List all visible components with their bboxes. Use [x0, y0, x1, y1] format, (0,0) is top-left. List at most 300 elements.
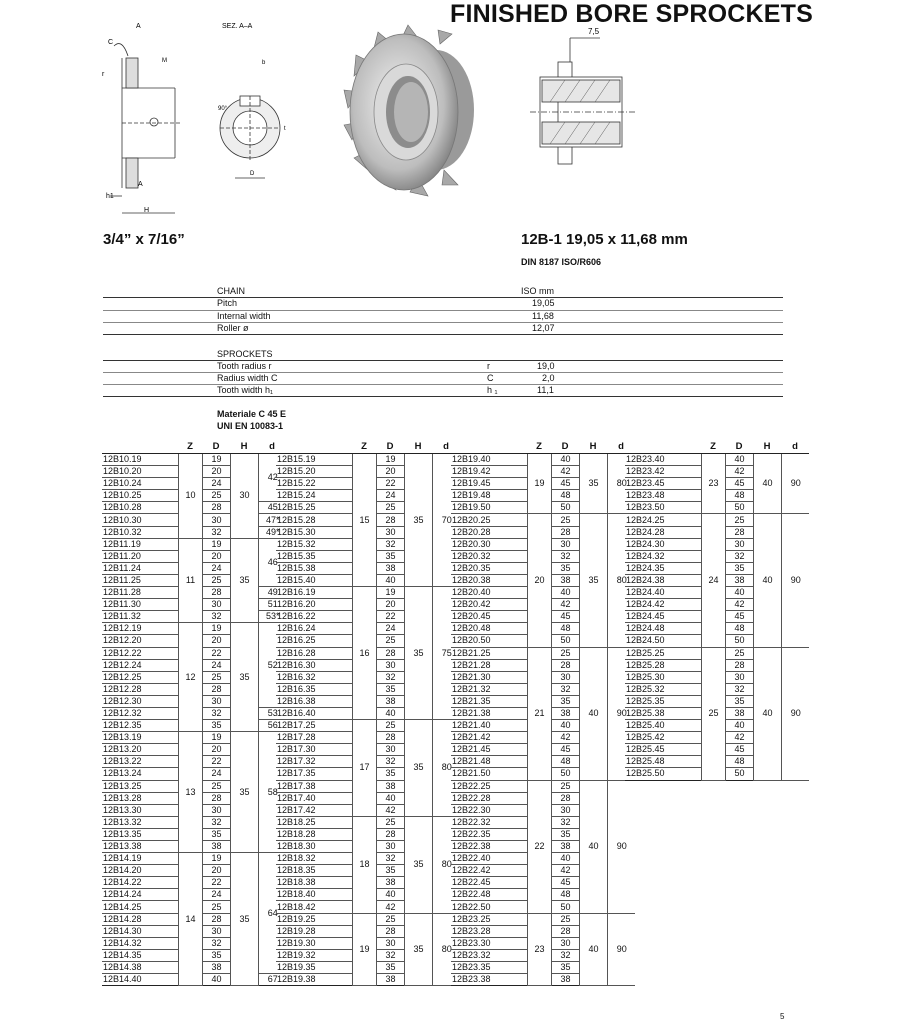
standard: DIN 8187 ISO/R606: [521, 257, 602, 267]
bore-diameter: 38: [551, 707, 579, 719]
part-code: 12B25.28: [625, 659, 701, 671]
bore-diameter: 48: [551, 756, 579, 768]
bore-diameter: 28: [202, 683, 230, 695]
hub-diameter: 56: [258, 720, 286, 732]
bore-diameter: 20: [202, 635, 230, 647]
bore-diameter: 30: [551, 671, 579, 683]
part-code: 12B25.35: [625, 695, 701, 707]
teeth-count: 18: [352, 816, 376, 913]
bore-diameter: 28: [376, 514, 404, 526]
hub-length: 35: [404, 816, 432, 913]
part-code: 12B19.50: [451, 502, 527, 514]
teeth-count: 12: [178, 623, 202, 732]
part-code: 12B10.28: [102, 502, 178, 514]
part-code: 12B19.25: [276, 913, 352, 925]
material-line: Materiale C 45 E: [217, 409, 287, 419]
part-code: 12B15.25: [276, 502, 352, 514]
part-code: 12B24.42: [625, 599, 701, 611]
page-number: 5: [780, 1012, 785, 1021]
part-code: 12B22.50: [451, 901, 527, 913]
teeth-count: 14: [178, 853, 202, 986]
divider: [103, 297, 783, 298]
part-code: 12B17.28: [276, 732, 352, 744]
bore-diameter: 28: [376, 647, 404, 659]
bore-diameter: 22: [376, 478, 404, 490]
part-code: 12B11.32: [102, 611, 178, 623]
bore-diameter: 24: [202, 659, 230, 671]
part-code: 12B18.25: [276, 816, 352, 828]
column-header: H: [230, 440, 258, 454]
bore-diameter: 25: [202, 901, 230, 913]
sprockets-heading: SPROCKETS: [217, 349, 273, 359]
bore-diameter: 22: [202, 647, 230, 659]
part-code: 12B14.25: [102, 901, 178, 913]
part-code: 12B10.19: [102, 454, 178, 466]
hub-length: 35: [404, 720, 432, 817]
bore-diameter: 25: [725, 647, 753, 659]
part-code: 12B13.25: [102, 780, 178, 792]
hub-diameter: 42: [258, 454, 286, 502]
bore-diameter: 40: [725, 720, 753, 732]
bore-diameter: 25: [551, 514, 579, 526]
bore-diameter: 25: [202, 574, 230, 586]
part-code: 12B23.38: [451, 974, 527, 986]
bore-diameter: 25: [551, 913, 579, 925]
hub-length: 35: [230, 853, 258, 986]
column-header: H: [753, 440, 781, 454]
hub-diameter: 47*: [258, 514, 286, 526]
bore-diameter: 28: [202, 587, 230, 599]
sprocket-row-label: Tooth width h₁: [217, 385, 274, 395]
bore-diameter: 35: [376, 683, 404, 695]
hub-diameter: 90: [781, 454, 809, 514]
bore-diameter: 25: [376, 913, 404, 925]
teeth-count: 10: [178, 454, 202, 539]
part-code: 12B19.40: [451, 454, 527, 466]
part-code: 12B24.25: [625, 514, 701, 526]
bore-diameter: 25: [376, 816, 404, 828]
part-code: 12B22.35: [451, 828, 527, 840]
column-header: Z: [178, 440, 202, 454]
bore-diameter: 19: [376, 587, 404, 599]
part-code: 12B16.35: [276, 683, 352, 695]
part-code: 12B11.25: [102, 574, 178, 586]
part-code: 12B23.45: [625, 478, 701, 490]
bore-diameter: 45: [725, 478, 753, 490]
part-code: 12B25.48: [625, 756, 701, 768]
part-code: 12B17.42: [276, 804, 352, 816]
bore-diameter: 32: [376, 949, 404, 961]
bore-diameter: 42: [725, 732, 753, 744]
bore-diameter: 22: [202, 877, 230, 889]
table-row: [102, 623, 286, 635]
part-code: 12B22.48: [451, 889, 527, 901]
part-code: 12B13.28: [102, 792, 178, 804]
bore-diameter: 22: [202, 756, 230, 768]
section-label: SEZ. A–A: [222, 23, 253, 30]
hub-diameter: 80: [607, 514, 635, 647]
size-inch: 3/4” x 7/16”: [103, 231, 185, 248]
part-code: 12B13.30: [102, 804, 178, 816]
part-code: 12B20.42: [451, 599, 527, 611]
part-code: 12B13.22: [102, 756, 178, 768]
bore-diameter: 35: [376, 768, 404, 780]
part-code: 12B25.38: [625, 707, 701, 719]
part-code: 12B19.32: [276, 949, 352, 961]
part-code: 12B19.45: [451, 478, 527, 490]
bore-diameter: 30: [202, 514, 230, 526]
part-code: 12B22.40: [451, 853, 527, 865]
bore-diameter: 40: [376, 889, 404, 901]
teeth-count: 17: [352, 720, 376, 817]
hub-diameter: 58: [258, 732, 286, 853]
hub-length: 40: [579, 647, 607, 780]
hub-diameter: 80: [432, 816, 460, 913]
bore-diameter: 45: [725, 744, 753, 756]
bore-diameter: 22: [376, 611, 404, 623]
part-code: 12B25.25: [625, 647, 701, 659]
part-code: 12B19.35: [276, 961, 352, 973]
hub-diameter: 90: [781, 647, 809, 780]
part-code: 12B20.40: [451, 587, 527, 599]
hub-diameter: 45: [258, 502, 286, 514]
label-m: M: [162, 58, 167, 64]
column-header: D: [376, 440, 404, 454]
hub-length: 40: [753, 647, 781, 780]
bore-diameter: 35: [551, 562, 579, 574]
teeth-count: 16: [352, 587, 376, 720]
table-row: [276, 587, 460, 599]
hub-diameter: 51: [258, 599, 286, 611]
part-code: 12B10.24: [102, 478, 178, 490]
bore-diameter: 50: [725, 502, 753, 514]
column-header: d: [258, 440, 286, 454]
teeth-count: 13: [178, 732, 202, 853]
bore-diameter: 32: [725, 550, 753, 562]
part-code: 12B16.25: [276, 635, 352, 647]
part-code: 12B21.50: [451, 768, 527, 780]
bore-diameter: 32: [725, 683, 753, 695]
bore-diameter: 24: [202, 889, 230, 901]
part-code: 12B20.38: [451, 574, 527, 586]
bore-diameter: 25: [376, 502, 404, 514]
bore-diameter: 30: [376, 841, 404, 853]
part-code: 12B25.45: [625, 744, 701, 756]
part-code: 12B16.40: [276, 707, 352, 719]
bore-diameter: 50: [551, 502, 579, 514]
hub-diameter: 80: [432, 913, 460, 986]
bore-diameter: 50: [551, 635, 579, 647]
bore-diameter: 19: [202, 732, 230, 744]
bore-diameter: 42: [551, 865, 579, 877]
bore-diameter: 35: [725, 562, 753, 574]
hub-length: 35: [230, 732, 258, 853]
bore-diameter: 30: [376, 744, 404, 756]
bore-diameter: 28: [551, 659, 579, 671]
bore-diameter: 32: [376, 671, 404, 683]
bore-diameter: 30: [376, 937, 404, 949]
bore-diameter: 25: [202, 490, 230, 502]
page-title: FINISHED BORE SPROCKETS: [450, 0, 813, 28]
bore-diameter: 28: [376, 925, 404, 937]
bore-diameter: 19: [202, 454, 230, 466]
teeth-count: 25: [701, 647, 725, 780]
part-code: 12B12.24: [102, 659, 178, 671]
bore-diameter: 50: [725, 768, 753, 780]
hub-diameter: 49: [258, 587, 286, 599]
sprocket-row-value: 2,0: [542, 373, 555, 383]
bore-diameter: 38: [551, 974, 579, 986]
hub-diameter: 46: [258, 538, 286, 586]
column-header: D: [551, 440, 579, 454]
part-code: 12B14.30: [102, 925, 178, 937]
sprocket-table: [102, 440, 286, 986]
part-code: 12B15.24: [276, 490, 352, 502]
hub-length: 40: [753, 454, 781, 514]
bore-diameter: 42: [551, 466, 579, 478]
bore-diameter: 42: [725, 599, 753, 611]
table-row: [276, 720, 460, 732]
hub-length: 35: [230, 538, 258, 623]
part-code: 12B22.45: [451, 877, 527, 889]
bore-diameter: 30: [202, 599, 230, 611]
part-code: 12B25.42: [625, 732, 701, 744]
sprocket-photo: [338, 20, 488, 205]
bore-diameter: 28: [551, 526, 579, 538]
bore-diameter: 32: [551, 949, 579, 961]
part-code: 12B12.20: [102, 635, 178, 647]
part-code: 12B25.32: [625, 683, 701, 695]
part-code: 12B22.30: [451, 804, 527, 816]
bore-diameter: 35: [551, 961, 579, 973]
part-code: 12B24.50: [625, 635, 701, 647]
part-code: 12B12.35: [102, 720, 178, 732]
table-row: [451, 913, 635, 925]
part-code: 12B14.35: [102, 949, 178, 961]
part-code: 12B22.25: [451, 780, 527, 792]
part-code: 12B21.35: [451, 695, 527, 707]
bore-diameter: 28: [725, 526, 753, 538]
bore-diameter: 28: [376, 828, 404, 840]
part-code: 12B13.38: [102, 841, 178, 853]
bore-diameter: 40: [376, 574, 404, 586]
bore-diameter: 35: [376, 550, 404, 562]
chain-row-label: Pitch: [217, 298, 238, 308]
part-code: 12B13.32: [102, 816, 178, 828]
part-code: 12B16.24: [276, 623, 352, 635]
bore-diameter: 38: [376, 877, 404, 889]
bore-diameter: 32: [202, 816, 230, 828]
sprocket-row-value: 19,0: [537, 361, 555, 371]
bore-diameter: 48: [551, 490, 579, 502]
part-code: 12B18.30: [276, 841, 352, 853]
teeth-count: 21: [527, 647, 551, 780]
label-r: r: [102, 71, 105, 78]
part-code: 12B10.32: [102, 526, 178, 538]
bore-diameter: 48: [725, 756, 753, 768]
part-code: 12B16.38: [276, 695, 352, 707]
bore-diameter: 24: [202, 768, 230, 780]
part-code: 12B13.19: [102, 732, 178, 744]
part-code: 12B23.48: [625, 490, 701, 502]
chain-row-label: Roller ø: [217, 323, 249, 333]
part-code: 12B22.32: [451, 816, 527, 828]
label-a-bottom: A: [138, 181, 143, 188]
part-code: 12B23.40: [625, 454, 701, 466]
part-code: 12B10.20: [102, 466, 178, 478]
teeth-count: 23: [701, 454, 725, 514]
part-code: 12B12.30: [102, 695, 178, 707]
bore-diameter: 38: [202, 841, 230, 853]
bore-diameter: 50: [551, 901, 579, 913]
bore-diameter: 38: [376, 562, 404, 574]
part-code: 12B20.50: [451, 635, 527, 647]
hub-length: 35: [404, 587, 432, 720]
column-header: Z: [527, 440, 551, 454]
divider: [103, 384, 783, 385]
teeth-count: 15: [352, 454, 376, 587]
bore-diameter: 20: [376, 599, 404, 611]
part-code: 12B15.40: [276, 574, 352, 586]
part-code: 12B18.40: [276, 889, 352, 901]
bore-diameter: 50: [551, 768, 579, 780]
part-code: 12B20.45: [451, 611, 527, 623]
bore-diameter: 30: [376, 526, 404, 538]
teeth-count: 11: [178, 538, 202, 623]
hub-length: 35: [404, 913, 432, 986]
sprocket-table: [451, 440, 635, 986]
part-code: 12B15.22: [276, 478, 352, 490]
bore-diameter: 35: [376, 961, 404, 973]
bore-diameter: 38: [376, 695, 404, 707]
chain-row-label: Internal width: [217, 311, 271, 321]
bore-diameter: 38: [376, 780, 404, 792]
part-code: 12B22.42: [451, 865, 527, 877]
bore-diameter: 28: [551, 925, 579, 937]
bore-diameter: 48: [725, 623, 753, 635]
table-row: [625, 454, 809, 466]
column-header: d: [432, 440, 460, 454]
part-code: 12B18.38: [276, 877, 352, 889]
part-code: 12B14.20: [102, 865, 178, 877]
bore-diameter: 40: [551, 720, 579, 732]
hub-length: 40: [753, 514, 781, 647]
bore-diameter: 45: [551, 478, 579, 490]
part-code: 12B23.35: [451, 961, 527, 973]
column-header: H: [404, 440, 432, 454]
bore-diameter: 30: [202, 695, 230, 707]
bore-diameter: 48: [725, 490, 753, 502]
bore-diameter: 20: [202, 466, 230, 478]
bore-diameter: 42: [376, 901, 404, 913]
table-row: [451, 780, 635, 792]
part-code: 12B20.35: [451, 562, 527, 574]
part-code: 12B19.38: [276, 974, 352, 986]
sprocket-table: [625, 440, 809, 781]
bore-diameter: 19: [376, 454, 404, 466]
bore-diameter: 20: [202, 550, 230, 562]
label-b: b: [262, 60, 266, 66]
divider: [103, 322, 783, 323]
part-code: 12B23.42: [625, 466, 701, 478]
part-code: 12B16.30: [276, 659, 352, 671]
part-code: 12B24.32: [625, 550, 701, 562]
part-code: 12B18.42: [276, 901, 352, 913]
material-note: [217, 408, 286, 432]
bore-diameter: 28: [202, 502, 230, 514]
part-code: 12B23.28: [451, 925, 527, 937]
part-code: 12B19.28: [276, 925, 352, 937]
part-code: 12B17.35: [276, 768, 352, 780]
table-row: [451, 514, 635, 526]
part-code: 12B14.38: [102, 961, 178, 973]
bore-diameter: 45: [725, 611, 753, 623]
bore-diameter: 20: [202, 865, 230, 877]
bore-diameter: 38: [202, 961, 230, 973]
bore-diameter: 38: [551, 841, 579, 853]
hub-diameter: 53: [258, 707, 286, 719]
divider: [103, 372, 783, 373]
part-code: 12B16.19: [276, 587, 352, 599]
part-code: 12B20.32: [451, 550, 527, 562]
bore-diameter: 19: [202, 538, 230, 550]
hub-length: 40: [579, 913, 607, 986]
bore-diameter: 19: [202, 623, 230, 635]
part-code: 12B16.28: [276, 647, 352, 659]
part-code: 12B15.19: [276, 454, 352, 466]
bore-diameter: 38: [376, 974, 404, 986]
part-code: 12B24.40: [625, 587, 701, 599]
bore-diameter: 28: [202, 792, 230, 804]
part-code: 12B14.40: [102, 974, 178, 986]
divider: [103, 334, 783, 335]
column-header: [102, 440, 178, 454]
bore-diameter: 40: [551, 853, 579, 865]
bore-diameter: 25: [551, 780, 579, 792]
bore-diameter: 30: [551, 937, 579, 949]
part-code: 12B12.25: [102, 671, 178, 683]
part-code: 12B25.30: [625, 671, 701, 683]
teeth-count: 23: [527, 913, 551, 986]
part-code: 12B21.40: [451, 720, 527, 732]
part-code: 12B14.19: [102, 853, 178, 865]
part-code: 12B23.30: [451, 937, 527, 949]
bore-diameter: 30: [551, 804, 579, 816]
part-code: 12B25.50: [625, 768, 701, 780]
bore-diameter: 32: [551, 550, 579, 562]
part-code: 12B21.32: [451, 683, 527, 695]
part-code: 12B21.38: [451, 707, 527, 719]
bore-diameter: 30: [202, 804, 230, 816]
bore-diameter: 40: [551, 587, 579, 599]
bore-diameter: 40: [376, 707, 404, 719]
part-code: 12B11.30: [102, 599, 178, 611]
part-code: 12B21.48: [451, 756, 527, 768]
bore-diameter: 30: [725, 671, 753, 683]
hub-diameter: 80: [432, 720, 460, 817]
bore-diameter: 30: [725, 538, 753, 550]
table-row: [276, 913, 460, 925]
bore-diameter: 32: [202, 937, 230, 949]
part-code: 12B24.38: [625, 574, 701, 586]
part-code: 12B25.40: [625, 720, 701, 732]
part-code: 12B23.50: [625, 502, 701, 514]
bore-diameter: 30: [202, 925, 230, 937]
part-code: 12B24.45: [625, 611, 701, 623]
bore-diameter: 25: [376, 720, 404, 732]
divider: [103, 360, 783, 361]
bore-diameter: 32: [376, 853, 404, 865]
